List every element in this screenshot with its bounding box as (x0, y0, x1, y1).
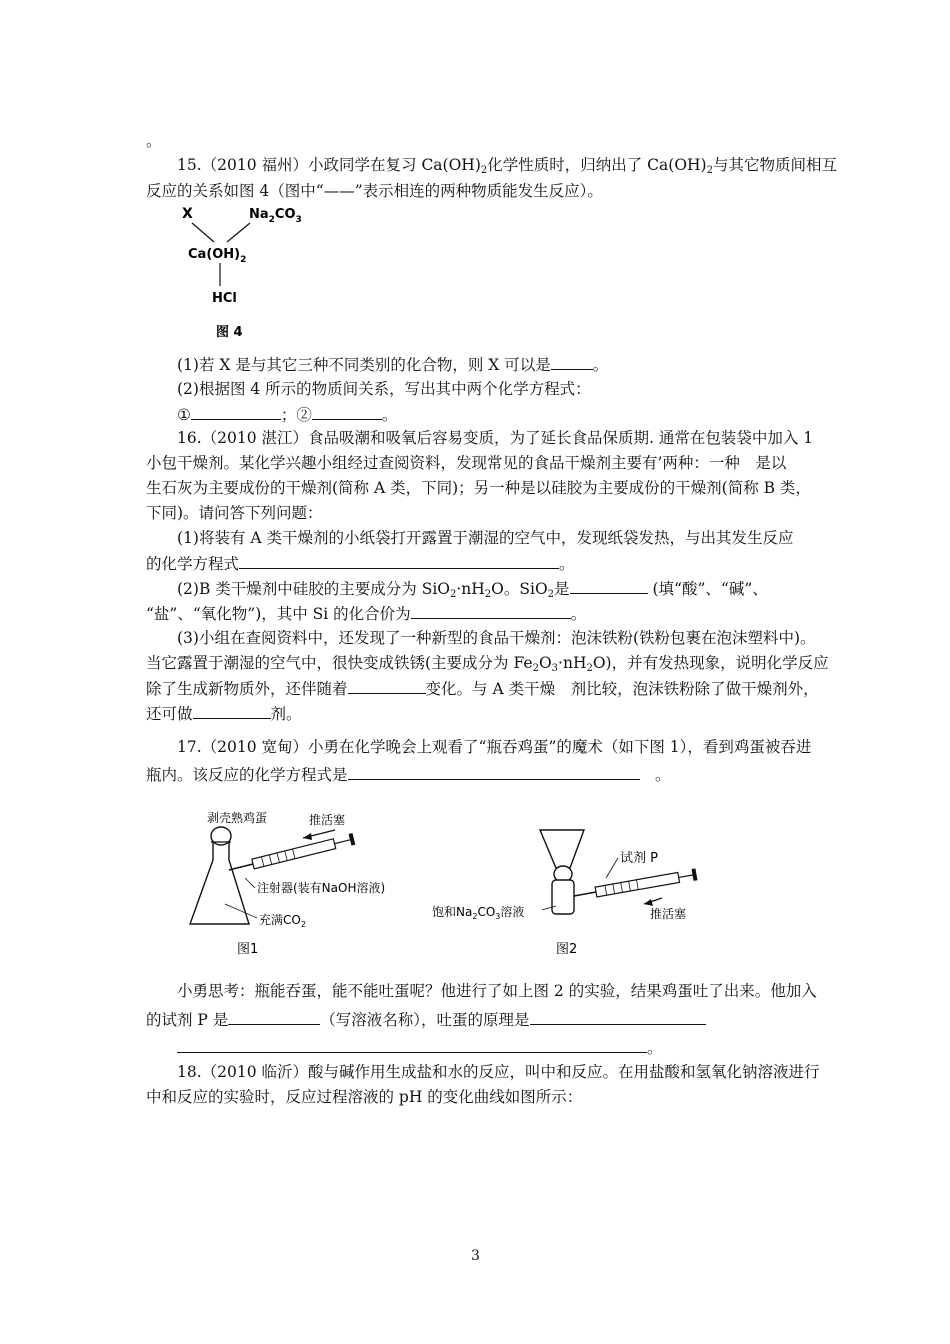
q18-line-1: 18.（2010 临沂）酸与碱作用生成盐和水的反应，叫中和反应。在用盐酸和氢氧化钠溶液进行 (177, 1063, 820, 1081)
flask-neck (552, 880, 574, 914)
inverted-flask (540, 830, 584, 868)
q16-p3-text: ·nH (558, 654, 587, 672)
punct: 。 (381, 406, 398, 424)
figure-1-bottle-swallows-egg (185, 808, 435, 958)
q16-p2-text: (填“酸”、“碱”、 (652, 580, 768, 598)
figure-4-caption: 图 4 (216, 325, 243, 340)
circled-2: ；② (280, 406, 312, 424)
q17-think-line-1: 小勇思考：瓶能吞蛋，能不能吐蛋呢？他进行了如上图 2 的实验，结果鸡蛋吐了出来。他加入 (177, 982, 817, 1000)
subscript: 2 (532, 663, 539, 674)
label-x: X (182, 206, 193, 222)
answer-blank-principle[interactable] (530, 1009, 706, 1025)
q16-line-4: 下同)。请问答下列问题： (146, 504, 323, 522)
q16-line-2: 小包干燥剂。某化学兴趣小组经过查阅资料，发现常见的食品干燥剂主要有’两种：一种 是以 (146, 454, 787, 472)
figure-2-bottle-spits-egg (430, 808, 700, 958)
leading-punctuation: 。 (146, 132, 162, 150)
syringe-icon (252, 833, 356, 870)
label-syringe: 注射器(装有NaOH溶液) (257, 881, 386, 895)
q16-p2-text: (2)B 类干燥剂中硅胶的主要成分为 SiO (177, 580, 450, 598)
q16-p3-text: 除了生成新物质外，还伴随着 (146, 680, 348, 698)
q16-part-3-line-3 (146, 678, 819, 699)
answer-blank-change[interactable] (348, 678, 426, 694)
q15-sub1-text: (1)若 X 是与其它三种不同类别的化合物，则 X 可以是 (177, 356, 551, 374)
answer-blank-principle-cont[interactable] (177, 1037, 647, 1053)
subscript: 2 (706, 165, 713, 176)
q17-line-2 (146, 764, 671, 785)
q18-line-2: 中和反应的实验时，反应过程溶液的 pH 的变化曲线如图所示： (146, 1088, 583, 1106)
q16-p3-text: 还可做 (146, 705, 193, 723)
q15-text-a: 15.（2010 福州）小政同学在复习 Ca(OH) (177, 156, 481, 174)
q16-p2-text: 是 (554, 580, 570, 598)
q16-part-2-line-1 (177, 578, 768, 599)
punct: 。 (647, 1039, 663, 1057)
answer-blank-agent[interactable] (193, 703, 271, 719)
q15-text-b: 化学性质时，归纳出了 Ca(OH) (487, 156, 707, 174)
q16-p3-text: O (538, 654, 552, 672)
label-solution: 饱和$Na_2CO_3$溶液 (432, 905, 525, 921)
q16-p3-text: 变化。与 A 类干燥 剂比较，泡沫铁粉除了做干燥剂外， (425, 680, 819, 698)
q16-p1-text: 的化学方程式 (146, 555, 240, 573)
label-caoh2: $Ca(OH)_2$ (188, 247, 247, 265)
label-egg: 剥壳熟鸡蛋 (207, 811, 268, 825)
syringe-icon (595, 868, 698, 898)
q15-line-2: 反应的关系如图 4（图中“——”表示相连的两种物质能发生反应）。 (146, 182, 603, 200)
q16-part-3-line-1: (3)小组在查阅资料中，还发现了一种新型的食品干燥剂：泡沫铁粉(铁粉包裹在泡沫塑料中)。 (177, 629, 816, 647)
q16-p3-text: O)，并有发热现象，说明化学反应 (592, 654, 829, 672)
figure-4-relation-diagram (178, 200, 318, 350)
subscript: 2 (547, 589, 555, 600)
q15-line-1 (177, 155, 837, 175)
subscript: 2 (586, 663, 593, 674)
answer-blank-eq1[interactable] (191, 404, 281, 420)
link-x-caoh (192, 223, 214, 242)
q16-line-3: 生石灰为主要成份的干燥剂(简称 A 类，下同)；另一种是以硅胶为主要成份的干燥剂(简称 B 类， (146, 479, 811, 497)
q15-text-c: 与其它物质间相互 (712, 156, 837, 174)
label-reagent-p: 试剂 P (620, 851, 658, 866)
answer-blank-equation[interactable] (348, 764, 640, 780)
circled-1: ① (177, 406, 191, 424)
punct: 。 (655, 766, 671, 784)
conical-flask (190, 842, 249, 924)
figure-1-caption: 图1 (237, 942, 259, 957)
q17-text: 瓶内。该反应的化学方程式是 (146, 766, 348, 784)
q16-part-1-line-2 (146, 553, 575, 574)
answer-blank-valence[interactable] (411, 603, 571, 619)
punct: 。 (559, 555, 575, 573)
subscript: 2 (449, 589, 457, 600)
subscript: 3 (551, 663, 559, 674)
page-number: 3 (471, 1248, 480, 1264)
q16-p2-text: O。SiO (491, 580, 548, 598)
q16-part-3-line-4 (146, 703, 302, 724)
q16-line-1: 16.（2010 湛江）食品吸潮和吸氧后容易变质，为了延长食品保质期. 通常在包装袋中加入 1 (177, 429, 814, 447)
q16-p3-text: 剂。 (270, 705, 302, 723)
punct: 。 (592, 356, 609, 374)
figure-2-caption: 图2 (556, 942, 578, 957)
q16-part-1-line-1: (1)将装有 A 类干燥剂的小纸袋打开露置于潮湿的空气中，发现纸袋发热，与出其发生反应 (177, 529, 794, 547)
q17-think-line-2 (146, 1009, 706, 1030)
subscript: 2 (484, 589, 492, 600)
q17-text: （写溶液名称），吐蛋的原理是 (320, 1011, 530, 1029)
answer-blank-reagent[interactable] (228, 1009, 320, 1025)
answer-blank-eq2[interactable] (312, 404, 382, 420)
q15-subquestion-1 (177, 354, 608, 375)
label-plunger: 推活塞 (309, 813, 346, 827)
link-na2co3-caoh (227, 223, 250, 242)
label-co2: 充满$CO_2$ (259, 913, 306, 929)
label-hcl: HCl (212, 291, 237, 306)
answer-blank-category[interactable] (570, 578, 648, 594)
q16-part-2-line-2 (146, 603, 586, 624)
q15-answer-line (177, 404, 397, 425)
punct: 。 (570, 605, 587, 623)
q17-line-1: 17.（2010 宽甸）小勇在化学晚会上观看了“瓶吞鸡蛋”的魔术（如下图 1），看到鸡蛋被吞进 (177, 738, 812, 756)
label-na2co3: $Na_2CO_3$ (249, 207, 302, 225)
answer-blank-x[interactable] (551, 354, 593, 370)
q16-p2-text: “盐”、“氧化物”)，其中 Si 的化合价为 (146, 605, 411, 623)
subscript: 2 (480, 165, 488, 176)
q15-subquestion-2: (2)根据图 4 所示的物质间关系，写出其中两个化学方程式： (177, 380, 591, 398)
syringe-tube (229, 864, 253, 870)
q17-think-line-3 (177, 1037, 663, 1058)
label-plunger: 推活塞 (650, 907, 687, 921)
q17-text: 的试剂 P 是 (146, 1011, 229, 1029)
answer-blank-equation[interactable] (239, 553, 559, 569)
q16-p3-text: 当它露置于潮湿的空气中，很快变成铁锈(主要成分为 Fe (146, 654, 533, 672)
q16-p2-text: ·nH (456, 580, 485, 598)
q16-part-3-line-2 (146, 653, 829, 673)
